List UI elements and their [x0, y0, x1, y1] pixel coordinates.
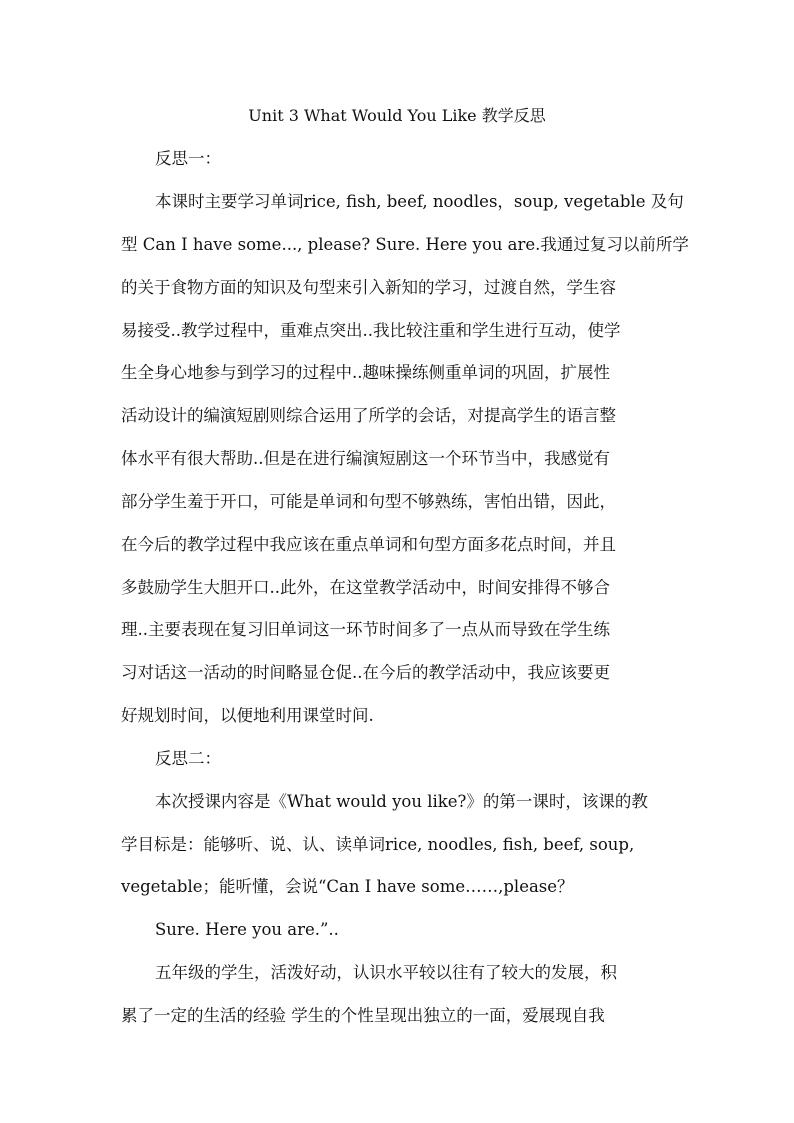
paragraph-line: 型 Can I have some..., please? Sure. Here you are.我通过复习以前所学 — [121, 235, 689, 254]
paragraph-line: 生全身心地参与到学习的过程中..趣味操练侧重单词的巩固，扩展性 — [121, 363, 610, 382]
section-heading-reflection-1: 反思一： — [155, 149, 221, 168]
paragraph-line: 好规划时间，以便地利用课堂时间. — [121, 706, 374, 725]
paragraph-line: vegetable；能听懂，会说“Can I have some……,please？ — [121, 877, 574, 896]
paragraph-line: 学目标是：能够听、说、认、读单词rice, noodles, fish, beef, soup, — [121, 835, 635, 854]
paragraph-line: 本次授课内容是《What would you like?》的第一课时，该课的教 — [155, 792, 648, 811]
paragraph-line: 体水平有很大帮助..但是在进行编演短剧这一个环节当中，我感觉有 — [121, 449, 610, 468]
paragraph-line: 易接受..教学过程中，重难点突出..我比较注重和学生进行互动，使学 — [121, 321, 621, 340]
paragraph-line: 本课时主要学习单词rice, fish, beef, noodles，soup, vegetable 及句 — [155, 192, 684, 211]
paragraph-line: Sure. Here you are.”.. — [155, 920, 339, 939]
paragraph-line: 五年级的学生，活泼好动，认识水平较以往有了较大的发展，积 — [155, 963, 617, 982]
section-heading-reflection-2: 反思二： — [155, 749, 221, 768]
paragraph-line: 理..主要表现在复习旧单词这一环节时间多了一点从而导致在学生练 — [121, 620, 610, 639]
paragraph-line: 习对话这一活动的时间略显仓促..在今后的教学活动中，我应该要更 — [121, 663, 610, 682]
document-title: Unit 3 What Would You Like 教学反思 — [248, 106, 546, 125]
paragraph-line: 在今后的教学过程中我应该在重点单词和句型方面多花点时间，并且 — [121, 535, 616, 554]
paragraph-line: 部分学生羞于开口，可能是单词和句型不够熟练，害怕出错，因此， — [121, 492, 616, 511]
paragraph-line: 累了一定的生活的经验 学生的个性呈现出独立的一面，爱展现自我 — [121, 1006, 605, 1025]
paragraph-line: 的关于食物方面的知识及句型来引入新知的学习，过渡自然，学生容 — [121, 278, 616, 297]
paragraph-line: 多鼓励学生大胆开口..此外，在这堂教学活动中，时间安排得不够合 — [121, 578, 610, 597]
paragraph-line: 活动设计的编演短剧则综合运用了所学的会话，对提高学生的语言整 — [121, 406, 616, 425]
